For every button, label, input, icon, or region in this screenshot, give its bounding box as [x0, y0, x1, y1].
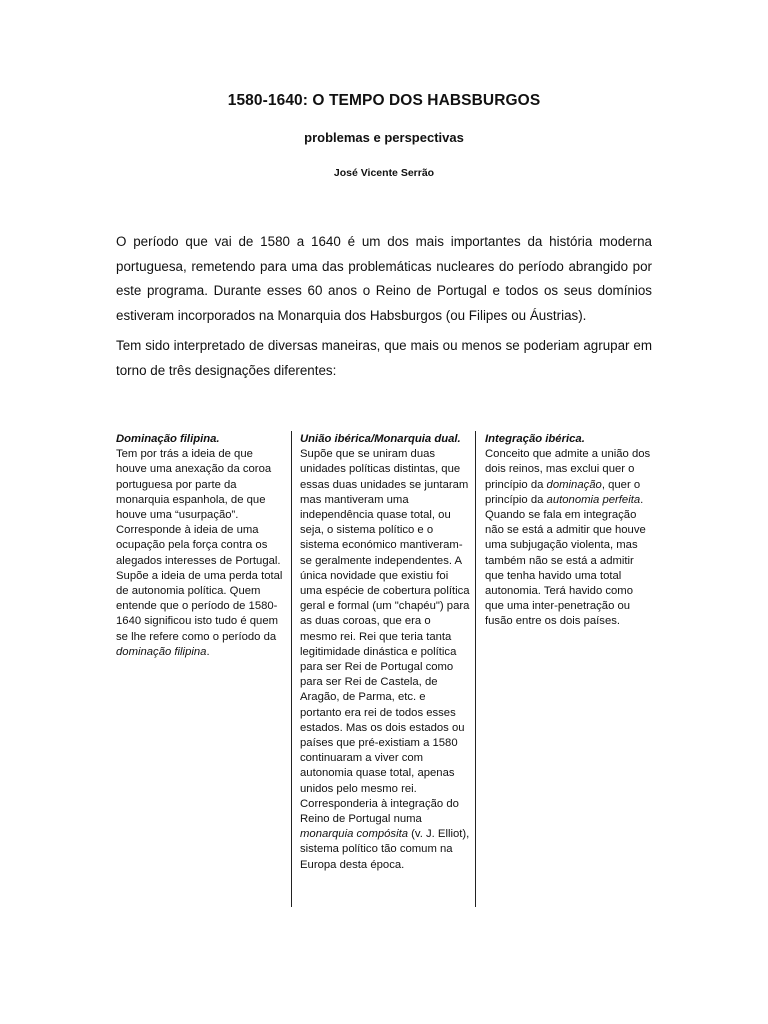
- column-heading: União ibérica/Monarquia dual.: [300, 433, 461, 445]
- column-text: , quer o princípio da: [485, 478, 641, 506]
- column-text: Conceito que admite a união dos dois reinos, mas exclui quer o princípio da: [485, 448, 651, 491]
- column-divider: [475, 431, 476, 907]
- column-heading: Dominação filipina.: [116, 433, 220, 445]
- column-emphasis: autonomia perfeita: [546, 493, 641, 506]
- column-body: [300, 447, 470, 873]
- column-text-end: . Quando se fala em integração não se está a admitir que houve uma subjugação violenta, mas também não se está a admitir que tenha havido uma total autonomia. Terá havido como que uma inter-penetração ou fusão entre os dois países.: [485, 493, 646, 628]
- intro-paragraph-2: Tem sido interpretado de diversas maneiras, que mais ou menos se poderiam agrupar em torno de três designações diferentes:: [116, 338, 652, 378]
- page-subtitle: problemas e perspectivas: [304, 130, 464, 145]
- column-text-end: .: [206, 645, 210, 658]
- page-title: 1580-1640: O TEMPO DOS HABSBURGOS: [227, 92, 541, 109]
- column-uniao-iberica: [300, 432, 470, 873]
- column-body: [116, 447, 286, 660]
- column-divider: [291, 431, 292, 907]
- column-heading: Integração ibérica.: [485, 433, 585, 445]
- intro-paragraph-1: O período que vai de 1580 a 1640 é um dos mais importantes da história moderna portuguesa, remetendo para uma das problemáticas nucleares do período abrangido por este programa. Durante esses 60 anos o Reino de Portugal e todos os seus domínios estiveram incorporados na Monarquia dos Habsburgos (ou Filipes ou Áustrias).: [116, 234, 652, 323]
- column-text: Supõe que se uniram duas unidades políticas distintas, que essas duas unidades se juntaram mas mantiveram uma independência quase total, ou seja, o sistema político e o sistema económico mantiveram-se geralmente independentes. A única novidade que existiu foi uma espécie de cobertura política geral e formal (um "chapéu") para as duas coroas, que era o mesmo rei. Rei que teria tanta legitimidade dinástica e política para ser Rei de Portugal como para ser Rei de Castela, de Aragão, de Parma, etc. e portanto era rei de todos esses estados. Mas os dois estados ou países que pré-existiam a 1580 continuaram a viver com autonomia quase total, apenas unidos pelo mesmo rei. Corresponderia à integração do Reino de Portugal numa: [300, 448, 470, 826]
- column-text: Tem por trás a ideia de que houve uma anexação da coroa portuguesa por parte da monarquia espanhola, de que houve uma “usurpação”. Corresponde à ideia de uma ocupação pela força contra os alegados interesses de Portugal. Supõe a ideia de uma perda total de autonomia política. Quem entende que o período de 1580-1640 significou isto tudo é quem se lhe refere como o período da: [116, 448, 283, 643]
- column-emphasis: dominação filipina: [116, 645, 207, 658]
- author-name: José Vicente Serrão: [333, 167, 435, 179]
- column-integracao-iberica: [485, 432, 653, 630]
- column-body: [485, 447, 653, 629]
- column-emphasis: monarquia compósita: [300, 828, 409, 841]
- column-text-end: (v. J. Elliot), sistema político tão comum na Europa desta época.: [300, 828, 470, 871]
- column-emphasis: dominação: [546, 478, 602, 491]
- column-dominacao-filipina: [116, 432, 286, 660]
